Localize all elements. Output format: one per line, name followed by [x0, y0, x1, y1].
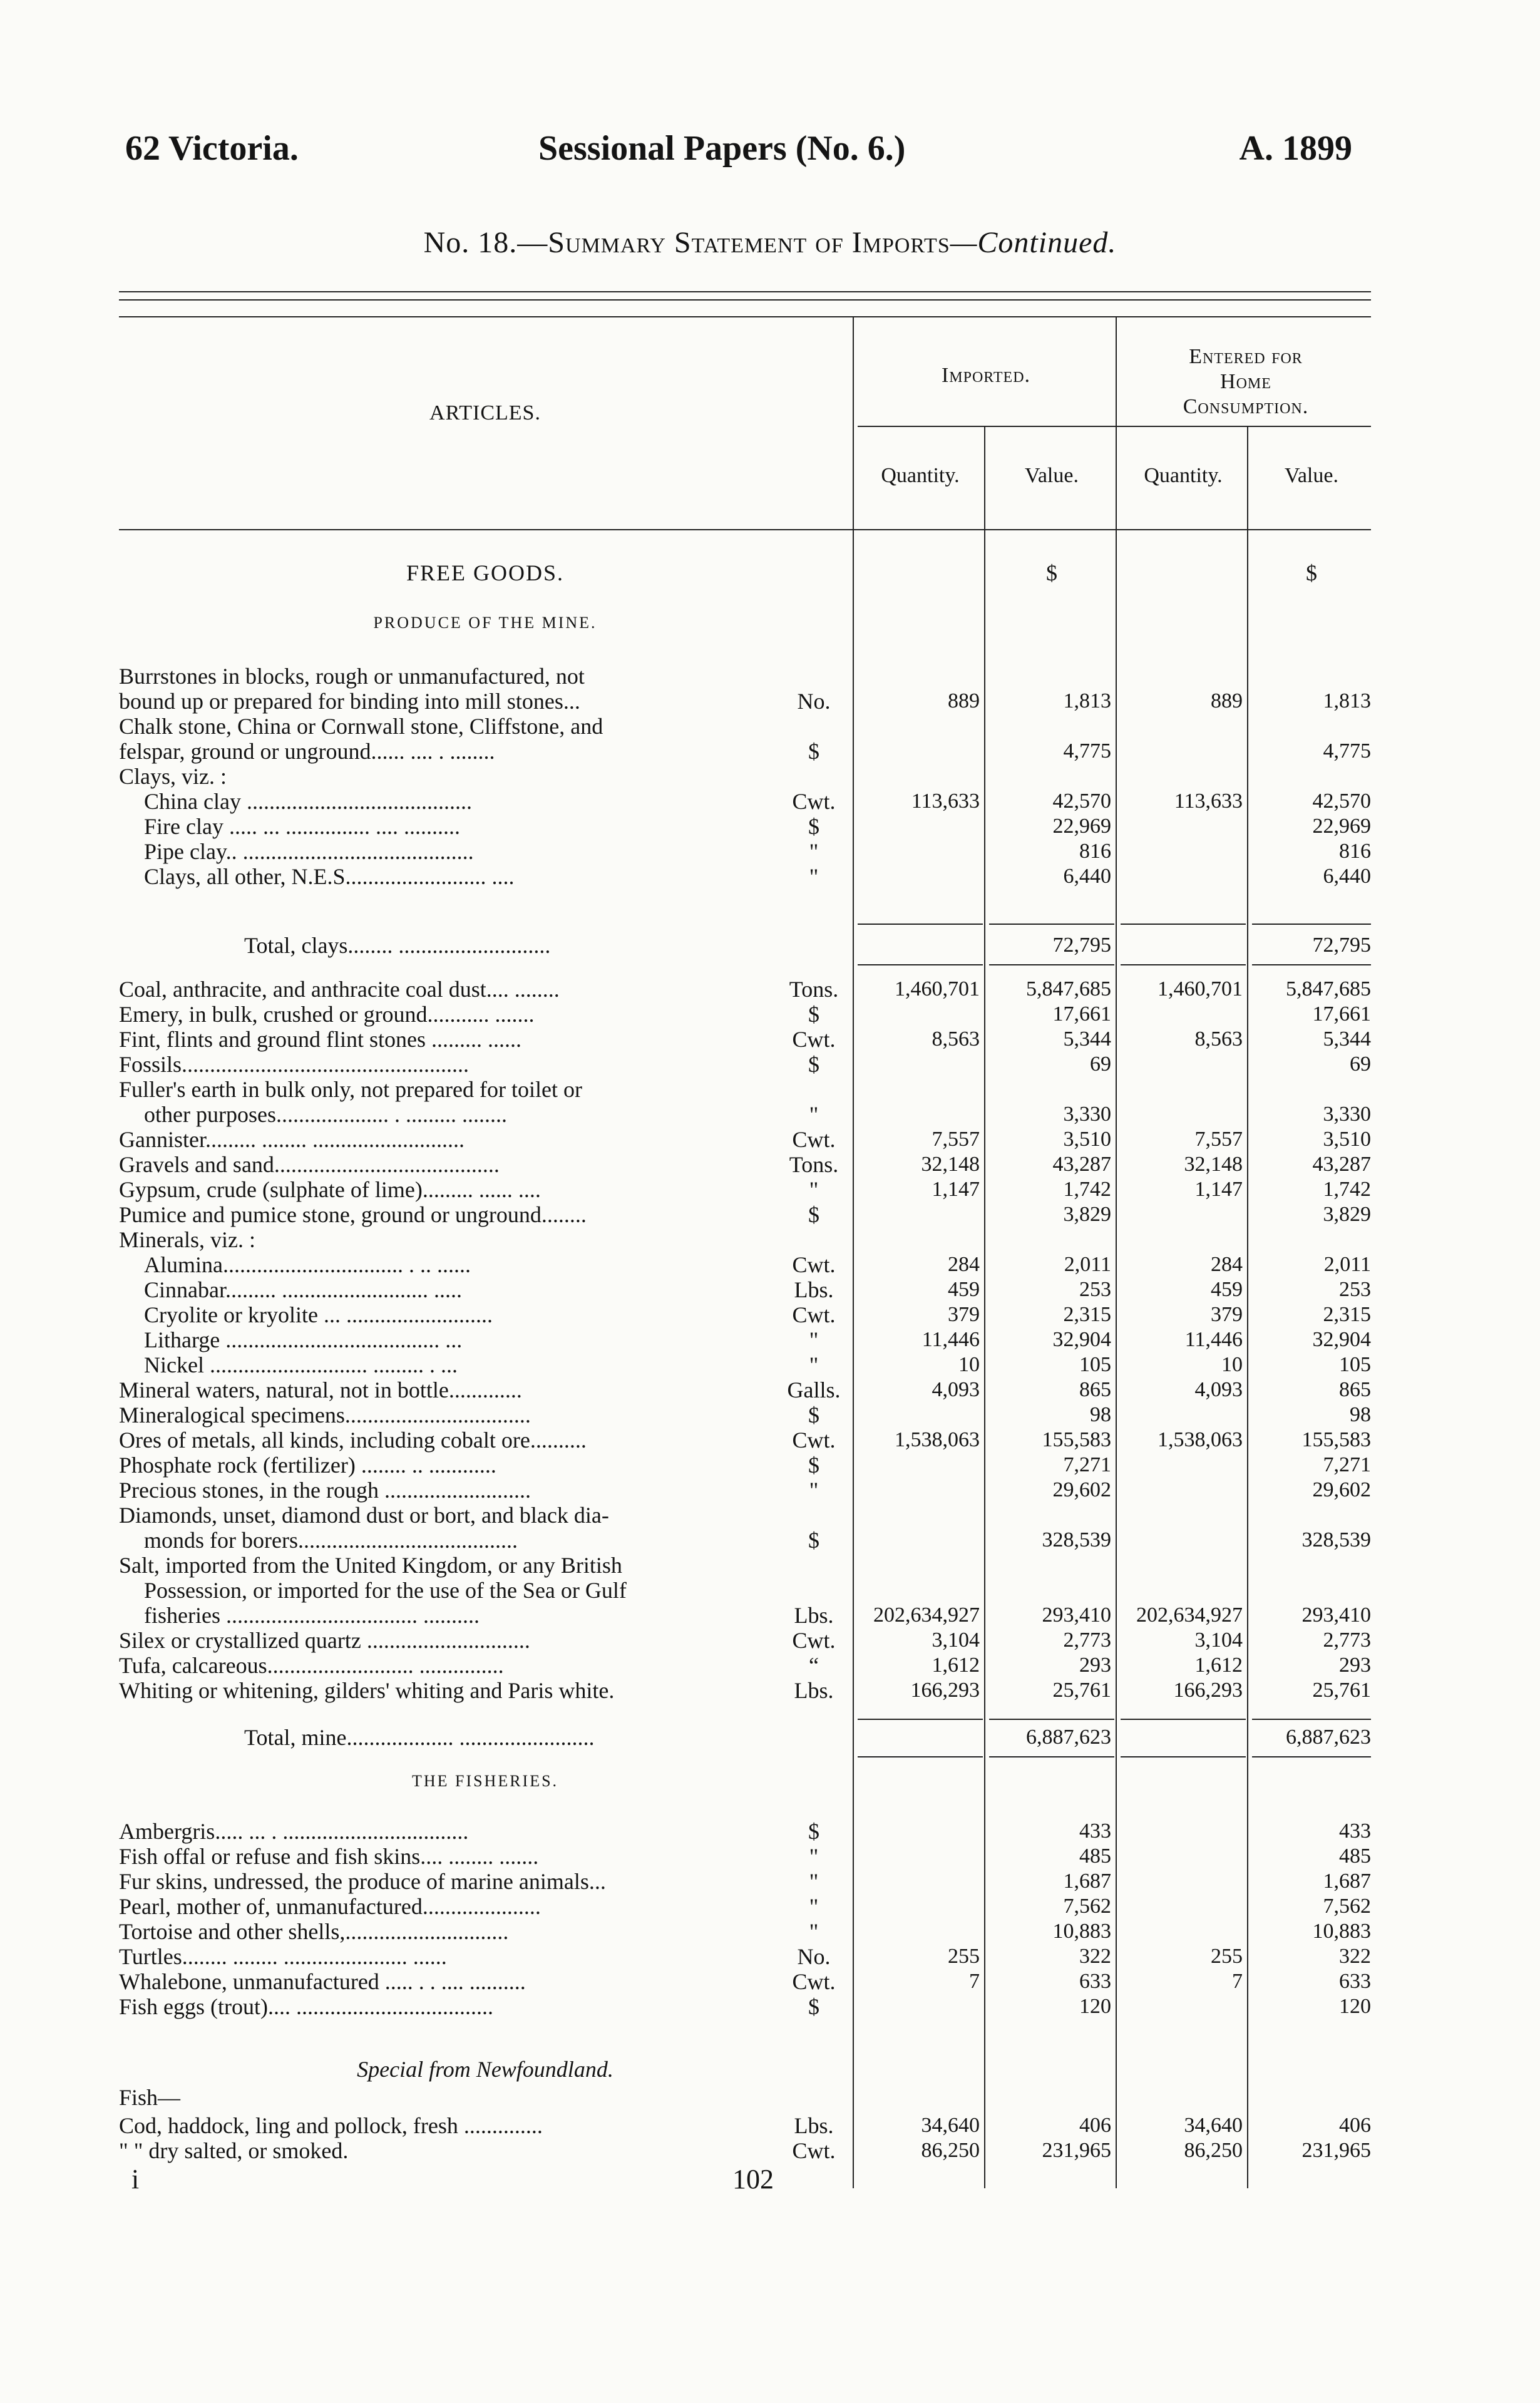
table-cell-q1: 255	[948, 1945, 980, 1968]
table-row-article: Turtles........ ........ ...................... ......	[119, 1944, 447, 1969]
table-cell-v2: 4,775	[1323, 739, 1371, 763]
table-cell-v1: 17,661	[1052, 1002, 1111, 1026]
table-cell-v1: 231,965	[1042, 2139, 1111, 2162]
table-row-article: Alumina................................ . .. ......	[144, 1252, 471, 1277]
table-row-article: Pumice and pumice stone, ground or unground........	[119, 1202, 587, 1227]
table-row-article: Fish offal or refuse and fish skins.... ........ .......	[119, 1844, 539, 1869]
table-cell-q1: 1,538,063	[895, 1428, 980, 1451]
table-cell-u: $	[808, 1002, 819, 1027]
col-entered-3: Consumption.	[1183, 395, 1309, 418]
table-cell-q1: 8,563	[932, 1027, 980, 1051]
table-cell-u: $	[808, 1402, 819, 1428]
table-cell-v1: 7,562	[1063, 1895, 1111, 1918]
table-cell-v2: 633	[1339, 1970, 1371, 1993]
table-cell-u: "	[809, 839, 819, 864]
table-cell-v2: 105	[1339, 1353, 1371, 1376]
total-clays-value-home: 72,795	[1312, 934, 1371, 957]
table-row-article: monds for borers.......................................	[144, 1528, 518, 1553]
table-cell-v2: 17,661	[1312, 1002, 1371, 1026]
rule-mine-4	[1252, 1719, 1371, 1720]
table-row-article: Possession, or imported for the use of the Sea or Gulf	[144, 1578, 627, 1603]
col-value-home: Value.	[1285, 464, 1338, 487]
table-row-article: Litharge ...................................... ...	[144, 1327, 463, 1352]
table-cell-v2: 2,315	[1323, 1303, 1371, 1326]
table-cell-q2: 11,446	[1184, 1328, 1243, 1351]
table-row-article: Minerals, viz. :	[119, 1227, 255, 1252]
table-cell-v1: 6,440	[1063, 865, 1111, 888]
col-rule-2	[984, 426, 985, 2188]
table-row-article: Phosphate rock (fertilizer) ........ .. ............	[119, 1453, 496, 1478]
table-cell-q1: 7	[969, 1970, 980, 1993]
table-cell-u: Cwt.	[792, 1628, 836, 1653]
table-cell-v1: 865	[1079, 1378, 1111, 1401]
table-cell-v1: 1,687	[1063, 1870, 1111, 1893]
rule-clays-7	[1121, 964, 1246, 965]
table-cell-v2: 120	[1339, 1995, 1371, 2018]
table-cell-u: Cwt.	[792, 1428, 836, 1453]
table-cell-q2: 34,640	[1184, 2114, 1243, 2137]
table-cell-v2: 253	[1339, 1278, 1371, 1301]
table-row-article: " " dry salted, or smoked.	[119, 2138, 349, 2163]
table-cell-v2: 7,562	[1323, 1895, 1371, 1918]
table-cell-u: $	[808, 1994, 819, 2019]
table-cell-q1: 379	[948, 1303, 980, 1326]
table-cell-q2: 255	[1211, 1945, 1243, 1968]
table-row-article: Whalebone, unmanufactured ..... . . .... ..........	[119, 1969, 526, 1994]
table-row-article: Cod, haddock, ling and pollock, fresh ..............	[119, 2113, 543, 2138]
table-cell-q2: 7	[1232, 1970, 1243, 1993]
table-cell-u: Cwt.	[792, 1302, 836, 1327]
table-row-article: Pipe clay.. .........................................	[144, 839, 474, 864]
table-cell-q2: 86,250	[1184, 2139, 1243, 2162]
table-row-article: Fish eggs (trout).... ...................................	[119, 1994, 493, 2019]
table-row-article: Ores of metals, all kinds, including cobalt ore..........	[119, 1428, 587, 1453]
table-cell-u: Lbs.	[794, 1603, 834, 1628]
table-cell-v2: 485	[1339, 1845, 1371, 1868]
table-cell-u: No.	[797, 1944, 831, 1969]
table-cell-v2: 5,344	[1323, 1027, 1371, 1051]
col-value-imported: Value.	[1025, 464, 1079, 487]
table-cell-u: Cwt.	[792, 1027, 836, 1052]
table-row-article: Mineralogical specimens.................................	[119, 1402, 531, 1428]
table-cell-u: Lbs.	[794, 1678, 834, 1703]
table-row-article: Coal, anthracite, and anthracite coal dust.... ........	[119, 977, 560, 1002]
table-row-article: Tortoise and other shells,.............................	[119, 1919, 509, 1944]
table-row-article: Cinnabar......... .......................... .....	[144, 1277, 462, 1302]
col-quantity-imported: Quantity.	[881, 464, 960, 487]
table-cell-u: Cwt.	[792, 1127, 836, 1152]
table-row-article: Nickel ............................ ......... . ...	[144, 1352, 458, 1377]
table-cell-v2: 2,011	[1323, 1253, 1371, 1276]
table-cell-u: "	[809, 1894, 819, 1919]
total-mine-label: Total, mine................... ........................	[244, 1725, 595, 1750]
table-cell-u: Lbs.	[794, 1277, 834, 1302]
subtitle-number: No. 18.—	[423, 226, 548, 259]
table-row-article: China clay ........................................	[144, 789, 472, 814]
table-cell-v2: 42,570	[1312, 790, 1371, 813]
table-cell-q2: 3,104	[1194, 1629, 1243, 1652]
table-row-article: Pearl, mother of, unmanufactured.....................	[119, 1894, 541, 1919]
section-fish: Fish—	[119, 2085, 181, 2110]
table-cell-v1: 253	[1079, 1278, 1111, 1301]
table-cell-q2: 8,563	[1194, 1027, 1243, 1051]
table-cell-q1: 113,633	[911, 790, 980, 813]
table-cell-q1: 202,634,927	[873, 1603, 980, 1627]
table-cell-u: “	[809, 1653, 819, 1678]
table-cell-u: "	[809, 1869, 819, 1894]
table-cell-q2: 166,293	[1173, 1679, 1243, 1702]
table-row-article: Fint, flints and ground flint stones ......... ......	[119, 1027, 521, 1052]
rule-top-3	[119, 316, 1371, 317]
table-cell-q1: 7,557	[932, 1128, 980, 1151]
table-cell-v2: 155,583	[1301, 1428, 1371, 1451]
rule-top-1	[119, 291, 1371, 292]
rule-mine-3	[1121, 1719, 1246, 1720]
rule-clays-1	[858, 924, 983, 925]
table-row-article: felspar, ground or unground...... .... . ........	[119, 739, 495, 764]
table-row-article: Burrstones in blocks, rough or unmanufactured, not	[119, 664, 585, 689]
table-cell-q2: 32,148	[1184, 1153, 1243, 1176]
table-cell-v2: 328,539	[1301, 1528, 1371, 1551]
table-cell-v2: 322	[1339, 1945, 1371, 1968]
total-clays-label: Total, clays........ ...........................	[244, 933, 551, 958]
table-cell-v2: 3,330	[1323, 1103, 1371, 1126]
table-row-article: Gannister......... ........ ...........................	[119, 1127, 465, 1152]
section-produce-mine: PRODUCE OF THE MINE.	[373, 614, 597, 632]
dollar-sign-imported: $	[1046, 560, 1057, 585]
total-mine-value-home: 6,887,623	[1286, 1726, 1371, 1749]
table-cell-q1: 889	[948, 689, 980, 713]
table-cell-q1: 1,147	[932, 1178, 980, 1201]
total-mine-value: 6,887,623	[1026, 1726, 1111, 1749]
table-cell-v1: 816	[1079, 840, 1111, 863]
table-row-article: Clays, all other, N.E.S......................... ....	[144, 864, 515, 889]
table-cell-v1: 42,570	[1052, 790, 1111, 813]
table-cell-q2: 10	[1221, 1353, 1243, 1376]
table-cell-v1: 98	[1090, 1403, 1111, 1426]
table-cell-v2: 865	[1339, 1378, 1371, 1401]
table-row-article: Silex or crystallized quartz .............................	[119, 1628, 530, 1653]
table-cell-q2: 1,460,701	[1158, 977, 1243, 1001]
table-cell-v1: 322	[1079, 1945, 1111, 1968]
section-special-newfoundland: Special from Newfoundland.	[357, 2057, 613, 2082]
rule-clays-6	[989, 964, 1114, 965]
rule-clays-2	[989, 924, 1114, 925]
table-cell-q1: 284	[948, 1253, 980, 1276]
table-row-article: Ambergris..... ... . .................................	[119, 1819, 469, 1844]
table-cell-q2: 1,538,063	[1158, 1428, 1243, 1451]
table-cell-v2: 816	[1339, 840, 1371, 863]
table-cell-v1: 1,813	[1063, 689, 1111, 713]
table-cell-q1: 11,446	[921, 1328, 980, 1351]
table-cell-u: Cwt.	[792, 1252, 836, 1277]
table-cell-v2: 2,773	[1323, 1629, 1371, 1652]
rule-clays-8	[1252, 964, 1371, 965]
table-cell-v2: 43,287	[1312, 1153, 1371, 1176]
table-cell-u: $	[808, 1202, 819, 1227]
table-cell-u: "	[809, 1102, 819, 1127]
table-cell-v1: 3,330	[1063, 1103, 1111, 1126]
table-cell-v1: 29,602	[1052, 1478, 1111, 1501]
table-cell-u: Cwt.	[792, 789, 836, 814]
rule-mine-7	[1121, 1756, 1246, 1757]
table-cell-v1: 7,271	[1063, 1453, 1111, 1476]
table-cell-v1: 4,775	[1063, 739, 1111, 763]
table-cell-q1: 10	[958, 1353, 980, 1376]
table-cell-q2: 202,634,927	[1136, 1603, 1243, 1627]
table-row-article: Salt, imported from the United Kingdom, or any British	[119, 1553, 622, 1578]
table-cell-v2: 1,687	[1323, 1870, 1371, 1893]
table-cell-u: $	[808, 1528, 819, 1553]
table-row-article: Fuller's earth in bulk only, not prepared for toilet or	[119, 1077, 582, 1102]
table-cell-v1: 485	[1079, 1845, 1111, 1868]
table-cell-q2: 7,557	[1194, 1128, 1243, 1151]
table-cell-u: $	[808, 814, 819, 839]
rule-clays-5	[858, 964, 983, 965]
table-cell-v2: 7,271	[1323, 1453, 1371, 1476]
table-cell-q1: 4,093	[932, 1378, 980, 1401]
table-cell-u: Tons.	[789, 1152, 839, 1177]
section-free-goods: FREE GOODS.	[406, 560, 565, 585]
rule-clays-4	[1252, 924, 1371, 925]
table-cell-v1: 22,969	[1052, 815, 1111, 838]
table-cell-v1: 10,883	[1052, 1920, 1111, 1943]
table-cell-v1: 293,410	[1042, 1603, 1111, 1627]
table-row-article: Mineral waters, natural, not in bottle.............	[119, 1377, 522, 1402]
table-cell-u: "	[809, 1177, 819, 1202]
table-row-article: Diamonds, unset, diamond dust or bort, and black dia-	[119, 1503, 609, 1528]
col-imported: Imported.	[941, 364, 1031, 387]
table-cell-u: "	[809, 1478, 819, 1503]
subtitle-title: Summary Statement of Imports	[548, 226, 950, 259]
table-cell-v2: 433	[1339, 1819, 1371, 1843]
rule-header-bottom	[119, 529, 1371, 530]
table-cell-v1: 155,583	[1042, 1428, 1111, 1451]
table-cell-v1: 3,510	[1063, 1128, 1111, 1151]
table-cell-v2: 293,410	[1301, 1603, 1371, 1627]
table-cell-v2: 231,965	[1301, 2139, 1371, 2162]
table-cell-q1: 1,612	[932, 1654, 980, 1677]
table-cell-q2: 1,612	[1194, 1654, 1243, 1677]
table-cell-v1: 293	[1079, 1654, 1111, 1677]
rule-clays-3	[1121, 924, 1246, 925]
rule-mine-1	[858, 1719, 983, 1720]
table-cell-u: Cwt.	[792, 2138, 836, 2163]
table-cell-v2: 1,742	[1323, 1178, 1371, 1201]
page-number: 102	[732, 2164, 774, 2195]
rule-header-mid	[858, 426, 1371, 427]
table-row-article: Gravels and sand........................................	[119, 1152, 500, 1177]
table-cell-v2: 5,847,685	[1286, 977, 1371, 1001]
table-cell-q1: 32,148	[921, 1153, 980, 1176]
table-cell-v2: 22,969	[1312, 815, 1371, 838]
table-cell-u: "	[809, 1919, 819, 1944]
table-cell-u: Cwt.	[792, 1969, 836, 1994]
table-cell-v1: 3,829	[1063, 1203, 1111, 1226]
table-cell-v1: 25,761	[1052, 1679, 1111, 1702]
table-cell-v2: 32,904	[1312, 1328, 1371, 1351]
table-cell-v2: 293	[1339, 1654, 1371, 1677]
table-cell-q2: 379	[1211, 1303, 1243, 1326]
header-center: Sessional Papers (No. 6.)	[538, 129, 906, 168]
table-cell-v2: 406	[1339, 2114, 1371, 2137]
table-cell-v2: 98	[1350, 1403, 1371, 1426]
table-cell-q2: 113,633	[1174, 790, 1243, 813]
table-cell-v2: 3,829	[1323, 1203, 1371, 1226]
table-cell-q2: 889	[1211, 689, 1243, 713]
table-cell-u: No.	[797, 689, 831, 714]
table-row-article: other purposes.................... . ......... ........	[144, 1102, 507, 1127]
table-row-article: Gypsum, crude (sulphate of lime)......... ...... ....	[119, 1177, 541, 1202]
table-row-article: Emery, in bulk, crushed or ground........... .......	[119, 1002, 535, 1027]
table-cell-v1: 5,847,685	[1026, 977, 1111, 1001]
table-cell-v2: 10,883	[1312, 1920, 1371, 1943]
table-row-article: Whiting or whitening, gilders' whiting and Paris white.	[119, 1678, 615, 1703]
table-cell-q2: 284	[1211, 1253, 1243, 1276]
table-cell-v2: 3,510	[1323, 1128, 1371, 1151]
table-cell-u: "	[809, 1844, 819, 1869]
table-row-article: Fur skins, undressed, the produce of marine animals...	[119, 1869, 606, 1894]
section-fisheries: THE FISHERIES.	[411, 1772, 559, 1790]
col-quantity-home: Quantity.	[1144, 464, 1223, 487]
rule-mine-6	[989, 1756, 1114, 1757]
col-rule-1	[853, 316, 854, 2188]
rule-mine-8	[1252, 1756, 1371, 1757]
table-cell-u: $	[808, 1052, 819, 1077]
table-cell-v1: 69	[1090, 1052, 1111, 1076]
table-row-article: Precious stones, in the rough ..........................	[119, 1478, 531, 1503]
table-cell-u: $	[808, 1453, 819, 1478]
table-cell-v1: 406	[1079, 2114, 1111, 2137]
table-cell-v1: 2,315	[1063, 1303, 1111, 1326]
table-cell-v2: 6,440	[1323, 865, 1371, 888]
table-cell-q1: 166,293	[910, 1679, 980, 1702]
table-cell-q1: 86,250	[921, 2139, 980, 2162]
table-row-article: Fossils...................................................	[119, 1052, 470, 1077]
table-cell-v1: 2,773	[1063, 1629, 1111, 1652]
table-cell-v1: 105	[1079, 1353, 1111, 1376]
table-cell-v1: 328,539	[1042, 1528, 1111, 1551]
table-cell-v2: 29,602	[1312, 1478, 1371, 1501]
table-cell-q2: 459	[1211, 1278, 1243, 1301]
table-cell-q1: 3,104	[932, 1629, 980, 1652]
table-row-article: Tufa, calcareous.......................... ...............	[119, 1653, 504, 1678]
col-rule-4	[1247, 426, 1248, 2188]
table-cell-v1: 433	[1079, 1819, 1111, 1843]
table-cell-v1: 120	[1079, 1995, 1111, 2018]
col-rule-3	[1116, 316, 1117, 2188]
table-cell-v2: 69	[1350, 1052, 1371, 1076]
table-cell-v2: 1,813	[1323, 689, 1371, 713]
total-clays-value: 72,795	[1052, 934, 1111, 957]
dollar-sign-home: $	[1306, 560, 1317, 585]
table-cell-u: "	[809, 864, 819, 889]
table-row-article: fisheries .................................. ..........	[144, 1603, 480, 1628]
table-cell-v1: 32,904	[1052, 1328, 1111, 1351]
table-cell-q1: 34,640	[921, 2114, 980, 2137]
table-cell-q1: 1,460,701	[895, 977, 980, 1001]
table-cell-v1: 5,344	[1063, 1027, 1111, 1051]
table-cell-u: "	[809, 1327, 819, 1352]
table-cell-v1: 1,742	[1063, 1178, 1111, 1201]
table-cell-v2: 25,761	[1312, 1679, 1371, 1702]
col-articles: ARTICLES.	[429, 401, 541, 425]
table-cell-u: "	[809, 1352, 819, 1377]
table-cell-u: $	[808, 739, 819, 764]
rule-mine-2	[989, 1719, 1114, 1720]
col-entered-1: Entered for	[1189, 345, 1303, 368]
footer-left-mark: i	[131, 2164, 140, 2195]
table-row-article: bound up or prepared for binding into mill stones...	[119, 689, 580, 714]
table-cell-v1: 633	[1079, 1970, 1111, 1993]
table-cell-v1: 43,287	[1052, 1153, 1111, 1176]
table-row-article: Cryolite or kryolite ... ..........................	[144, 1302, 493, 1327]
table-cell-u: Galls.	[787, 1377, 841, 1402]
table-row-article: Clays, viz. :	[119, 764, 227, 789]
table-cell-u: Lbs.	[794, 2113, 834, 2138]
table-row-article: Fire clay ..... ... ............... .... ..........	[144, 814, 460, 839]
rule-top-2	[119, 299, 1371, 301]
table-cell-v1: 2,011	[1064, 1253, 1111, 1276]
table-cell-q2: 4,093	[1194, 1378, 1243, 1401]
table-cell-q2: 1,147	[1194, 1178, 1243, 1201]
col-entered-2: Home	[1220, 370, 1271, 393]
table-row-article: Chalk stone, China or Cornwall stone, Cliffstone, and	[119, 714, 603, 739]
table-cell-q1: 459	[948, 1278, 980, 1301]
header-right: A. 1899	[1239, 129, 1352, 168]
rule-mine-5	[858, 1756, 983, 1757]
header-left: 62 Victoria.	[125, 129, 299, 168]
table-cell-u: $	[808, 1819, 819, 1844]
table-cell-u: Tons.	[789, 977, 839, 1002]
subtitle-continued: —Continued.	[950, 226, 1117, 259]
